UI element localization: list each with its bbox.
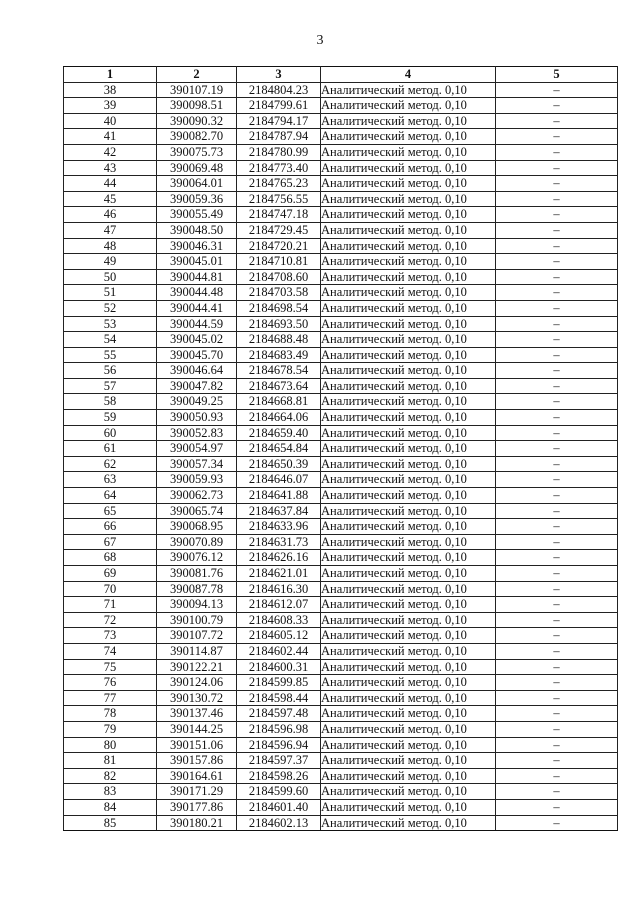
table-row xyxy=(64,191,618,207)
point-number-cell: 80 xyxy=(64,737,157,753)
point-number-cell: 44 xyxy=(64,176,157,192)
point-number-cell: 41 xyxy=(64,129,157,145)
y-coordinate-cell: 2184650.39 xyxy=(237,456,321,472)
method-cell: Аналитический метод. 0,10 xyxy=(321,285,496,301)
coordinates-table xyxy=(63,66,618,831)
table-row xyxy=(64,254,618,270)
method-cell: Аналитический метод. 0,10 xyxy=(321,472,496,488)
column-header-2: 2 xyxy=(157,67,237,83)
point-number-cell: 61 xyxy=(64,441,157,457)
method-cell: Аналитический метод. 0,10 xyxy=(321,425,496,441)
method-cell: Аналитический метод. 0,10 xyxy=(321,378,496,394)
x-coordinate-cell: 390050.93 xyxy=(157,410,237,426)
note-cell: – xyxy=(496,753,618,769)
note-cell: – xyxy=(496,784,618,800)
column-header-4: 4 xyxy=(321,67,496,83)
method-cell: Аналитический метод. 0,10 xyxy=(321,176,496,192)
table-row xyxy=(64,784,618,800)
table-row xyxy=(64,519,618,535)
note-cell: – xyxy=(496,721,618,737)
x-coordinate-cell: 390107.19 xyxy=(157,82,237,98)
table-row xyxy=(64,363,618,379)
method-cell: Аналитический метод. 0,10 xyxy=(321,768,496,784)
point-number-cell: 76 xyxy=(64,675,157,691)
y-coordinate-cell: 2184683.49 xyxy=(237,347,321,363)
table-row xyxy=(64,597,618,613)
table-row xyxy=(64,799,618,815)
method-cell: Аналитический метод. 0,10 xyxy=(321,597,496,613)
table-row xyxy=(64,566,618,582)
table-header-row xyxy=(64,67,618,83)
method-cell: Аналитический метод. 0,10 xyxy=(321,737,496,753)
note-cell: – xyxy=(496,643,618,659)
y-coordinate-cell: 2184633.96 xyxy=(237,519,321,535)
point-number-cell: 70 xyxy=(64,581,157,597)
y-coordinate-cell: 2184664.06 xyxy=(237,410,321,426)
table-row xyxy=(64,472,618,488)
y-coordinate-cell: 2184641.88 xyxy=(237,488,321,504)
y-coordinate-cell: 2184646.07 xyxy=(237,472,321,488)
note-cell: – xyxy=(496,519,618,535)
x-coordinate-cell: 390081.76 xyxy=(157,566,237,582)
method-cell: Аналитический метод. 0,10 xyxy=(321,410,496,426)
table-row xyxy=(64,721,618,737)
x-coordinate-cell: 390137.46 xyxy=(157,706,237,722)
method-cell: Аналитический метод. 0,10 xyxy=(321,113,496,129)
note-cell: – xyxy=(496,254,618,270)
method-cell: Аналитический метод. 0,10 xyxy=(321,254,496,270)
method-cell: Аналитический метод. 0,10 xyxy=(321,690,496,706)
y-coordinate-cell: 2184596.98 xyxy=(237,721,321,737)
note-cell: – xyxy=(496,160,618,176)
note-cell: – xyxy=(496,222,618,238)
note-cell: – xyxy=(496,191,618,207)
table-row xyxy=(64,176,618,192)
point-number-cell: 59 xyxy=(64,410,157,426)
column-header-5: 5 xyxy=(496,67,618,83)
x-coordinate-cell: 390062.73 xyxy=(157,488,237,504)
table-row xyxy=(64,347,618,363)
table-row xyxy=(64,207,618,223)
point-number-cell: 67 xyxy=(64,534,157,550)
table-row xyxy=(64,581,618,597)
table-row xyxy=(64,503,618,519)
x-coordinate-cell: 390098.51 xyxy=(157,98,237,114)
note-cell: – xyxy=(496,581,618,597)
point-number-cell: 52 xyxy=(64,300,157,316)
y-coordinate-cell: 2184598.26 xyxy=(237,768,321,784)
point-number-cell: 48 xyxy=(64,238,157,254)
point-number-cell: 63 xyxy=(64,472,157,488)
table-row xyxy=(64,815,618,831)
x-coordinate-cell: 390057.34 xyxy=(157,456,237,472)
y-coordinate-cell: 2184693.50 xyxy=(237,316,321,332)
table-row xyxy=(64,222,618,238)
y-coordinate-cell: 2184799.61 xyxy=(237,98,321,114)
note-cell: – xyxy=(496,503,618,519)
table-row xyxy=(64,160,618,176)
y-coordinate-cell: 2184720.21 xyxy=(237,238,321,254)
table-row xyxy=(64,768,618,784)
note-cell: – xyxy=(496,456,618,472)
note-cell: – xyxy=(496,394,618,410)
x-coordinate-cell: 390130.72 xyxy=(157,690,237,706)
x-coordinate-cell: 390065.74 xyxy=(157,503,237,519)
point-number-cell: 78 xyxy=(64,706,157,722)
method-cell: Аналитический метод. 0,10 xyxy=(321,316,496,332)
note-cell: – xyxy=(496,82,618,98)
y-coordinate-cell: 2184608.33 xyxy=(237,612,321,628)
table-row xyxy=(64,628,618,644)
y-coordinate-cell: 2184765.23 xyxy=(237,176,321,192)
x-coordinate-cell: 390124.06 xyxy=(157,675,237,691)
y-coordinate-cell: 2184787.94 xyxy=(237,129,321,145)
x-coordinate-cell: 390055.49 xyxy=(157,207,237,223)
x-coordinate-cell: 390047.82 xyxy=(157,378,237,394)
y-coordinate-cell: 2184654.84 xyxy=(237,441,321,457)
x-coordinate-cell: 390059.93 xyxy=(157,472,237,488)
method-cell: Аналитический метод. 0,10 xyxy=(321,191,496,207)
y-coordinate-cell: 2184678.54 xyxy=(237,363,321,379)
point-number-cell: 72 xyxy=(64,612,157,628)
table-row xyxy=(64,129,618,145)
x-coordinate-cell: 390070.89 xyxy=(157,534,237,550)
y-coordinate-cell: 2184729.45 xyxy=(237,222,321,238)
point-number-cell: 64 xyxy=(64,488,157,504)
method-cell: Аналитический метод. 0,10 xyxy=(321,581,496,597)
y-coordinate-cell: 2184600.31 xyxy=(237,659,321,675)
note-cell: – xyxy=(496,706,618,722)
method-cell: Аналитический метод. 0,10 xyxy=(321,160,496,176)
column-header-3: 3 xyxy=(237,67,321,83)
x-coordinate-cell: 390044.48 xyxy=(157,285,237,301)
point-number-cell: 51 xyxy=(64,285,157,301)
y-coordinate-cell: 2184612.07 xyxy=(237,597,321,613)
table-row xyxy=(64,659,618,675)
note-cell: – xyxy=(496,737,618,753)
note-cell: – xyxy=(496,129,618,145)
x-coordinate-cell: 390171.29 xyxy=(157,784,237,800)
point-number-cell: 49 xyxy=(64,254,157,270)
y-coordinate-cell: 2184780.99 xyxy=(237,144,321,160)
x-coordinate-cell: 390100.79 xyxy=(157,612,237,628)
method-cell: Аналитический метод. 0,10 xyxy=(321,332,496,348)
x-coordinate-cell: 390087.78 xyxy=(157,581,237,597)
table-row xyxy=(64,113,618,129)
method-cell: Аналитический метод. 0,10 xyxy=(321,363,496,379)
y-coordinate-cell: 2184626.16 xyxy=(237,550,321,566)
table-row xyxy=(64,690,618,706)
y-coordinate-cell: 2184703.58 xyxy=(237,285,321,301)
table-row xyxy=(64,238,618,254)
method-cell: Аналитический метод. 0,10 xyxy=(321,550,496,566)
note-cell: – xyxy=(496,815,618,831)
y-coordinate-cell: 2184596.94 xyxy=(237,737,321,753)
x-coordinate-cell: 390044.81 xyxy=(157,269,237,285)
table-row xyxy=(64,706,618,722)
point-number-cell: 75 xyxy=(64,659,157,675)
table-row xyxy=(64,98,618,114)
table-row xyxy=(64,612,618,628)
method-cell: Аналитический метод. 0,10 xyxy=(321,144,496,160)
note-cell: – xyxy=(496,612,618,628)
note-cell: – xyxy=(496,488,618,504)
point-number-cell: 69 xyxy=(64,566,157,582)
y-coordinate-cell: 2184688.48 xyxy=(237,332,321,348)
y-coordinate-cell: 2184631.73 xyxy=(237,534,321,550)
point-number-cell: 73 xyxy=(64,628,157,644)
note-cell: – xyxy=(496,550,618,566)
point-number-cell: 40 xyxy=(64,113,157,129)
y-coordinate-cell: 2184747.18 xyxy=(237,207,321,223)
point-number-cell: 65 xyxy=(64,503,157,519)
note-cell: – xyxy=(496,316,618,332)
x-coordinate-cell: 390048.50 xyxy=(157,222,237,238)
x-coordinate-cell: 390049.25 xyxy=(157,394,237,410)
point-number-cell: 50 xyxy=(64,269,157,285)
point-number-cell: 43 xyxy=(64,160,157,176)
y-coordinate-cell: 2184598.44 xyxy=(237,690,321,706)
method-cell: Аналитический метод. 0,10 xyxy=(321,721,496,737)
note-cell: – xyxy=(496,378,618,394)
column-header-1: 1 xyxy=(64,67,157,83)
method-cell: Аналитический метод. 0,10 xyxy=(321,675,496,691)
point-number-cell: 57 xyxy=(64,378,157,394)
x-coordinate-cell: 390069.48 xyxy=(157,160,237,176)
method-cell: Аналитический метод. 0,10 xyxy=(321,488,496,504)
method-cell: Аналитический метод. 0,10 xyxy=(321,207,496,223)
page-number: 3 xyxy=(316,33,324,48)
note-cell: – xyxy=(496,472,618,488)
point-number-cell: 82 xyxy=(64,768,157,784)
table-row xyxy=(64,456,618,472)
table-row xyxy=(64,144,618,160)
method-cell: Аналитический метод. 0,10 xyxy=(321,706,496,722)
y-coordinate-cell: 2184637.84 xyxy=(237,503,321,519)
note-cell: – xyxy=(496,566,618,582)
table-row xyxy=(64,675,618,691)
note-cell: – xyxy=(496,144,618,160)
point-number-cell: 46 xyxy=(64,207,157,223)
method-cell: Аналитический метод. 0,10 xyxy=(321,300,496,316)
y-coordinate-cell: 2184616.30 xyxy=(237,581,321,597)
note-cell: – xyxy=(496,534,618,550)
point-number-cell: 68 xyxy=(64,550,157,566)
point-number-cell: 58 xyxy=(64,394,157,410)
y-coordinate-cell: 2184698.54 xyxy=(237,300,321,316)
y-coordinate-cell: 2184756.55 xyxy=(237,191,321,207)
x-coordinate-cell: 390076.12 xyxy=(157,550,237,566)
note-cell: – xyxy=(496,425,618,441)
y-coordinate-cell: 2184659.40 xyxy=(237,425,321,441)
table-row xyxy=(64,534,618,550)
method-cell: Аналитический метод. 0,10 xyxy=(321,643,496,659)
note-cell: – xyxy=(496,207,618,223)
table-row xyxy=(64,410,618,426)
method-cell: Аналитический метод. 0,10 xyxy=(321,129,496,145)
method-cell: Аналитический метод. 0,10 xyxy=(321,269,496,285)
note-cell: – xyxy=(496,332,618,348)
method-cell: Аналитический метод. 0,10 xyxy=(321,82,496,98)
x-coordinate-cell: 390094.13 xyxy=(157,597,237,613)
note-cell: – xyxy=(496,597,618,613)
point-number-cell: 42 xyxy=(64,144,157,160)
x-coordinate-cell: 390177.86 xyxy=(157,799,237,815)
note-cell: – xyxy=(496,690,618,706)
y-coordinate-cell: 2184602.44 xyxy=(237,643,321,659)
point-number-cell: 55 xyxy=(64,347,157,363)
x-coordinate-cell: 390045.02 xyxy=(157,332,237,348)
point-number-cell: 83 xyxy=(64,784,157,800)
x-coordinate-cell: 390164.61 xyxy=(157,768,237,784)
x-coordinate-cell: 390090.32 xyxy=(157,113,237,129)
x-coordinate-cell: 390045.01 xyxy=(157,254,237,270)
x-coordinate-cell: 390045.70 xyxy=(157,347,237,363)
table-row xyxy=(64,300,618,316)
method-cell: Аналитический метод. 0,10 xyxy=(321,753,496,769)
note-cell: – xyxy=(496,113,618,129)
note-cell: – xyxy=(496,300,618,316)
note-cell: – xyxy=(496,659,618,675)
note-cell: – xyxy=(496,176,618,192)
table-row xyxy=(64,285,618,301)
y-coordinate-cell: 2184794.17 xyxy=(237,113,321,129)
method-cell: Аналитический метод. 0,10 xyxy=(321,612,496,628)
x-coordinate-cell: 390151.06 xyxy=(157,737,237,753)
point-number-cell: 47 xyxy=(64,222,157,238)
y-coordinate-cell: 2184601.40 xyxy=(237,799,321,815)
table-row xyxy=(64,82,618,98)
x-coordinate-cell: 390059.36 xyxy=(157,191,237,207)
note-cell: – xyxy=(496,441,618,457)
point-number-cell: 53 xyxy=(64,316,157,332)
x-coordinate-cell: 390052.83 xyxy=(157,425,237,441)
table-row xyxy=(64,378,618,394)
method-cell: Аналитический метод. 0,10 xyxy=(321,659,496,675)
method-cell: Аналитический метод. 0,10 xyxy=(321,98,496,114)
point-number-cell: 79 xyxy=(64,721,157,737)
y-coordinate-cell: 2184621.01 xyxy=(237,566,321,582)
table-row xyxy=(64,488,618,504)
method-cell: Аналитический метод. 0,10 xyxy=(321,441,496,457)
x-coordinate-cell: 390054.97 xyxy=(157,441,237,457)
method-cell: Аналитический метод. 0,10 xyxy=(321,534,496,550)
method-cell: Аналитический метод. 0,10 xyxy=(321,503,496,519)
table-row xyxy=(64,550,618,566)
y-coordinate-cell: 2184668.81 xyxy=(237,394,321,410)
method-cell: Аналитический метод. 0,10 xyxy=(321,566,496,582)
x-coordinate-cell: 390044.59 xyxy=(157,316,237,332)
point-number-cell: 71 xyxy=(64,597,157,613)
note-cell: – xyxy=(496,347,618,363)
note-cell: – xyxy=(496,768,618,784)
x-coordinate-cell: 390114.87 xyxy=(157,643,237,659)
point-number-cell: 45 xyxy=(64,191,157,207)
note-cell: – xyxy=(496,98,618,114)
x-coordinate-cell: 390107.72 xyxy=(157,628,237,644)
y-coordinate-cell: 2184597.37 xyxy=(237,753,321,769)
method-cell: Аналитический метод. 0,10 xyxy=(321,394,496,410)
y-coordinate-cell: 2184599.60 xyxy=(237,784,321,800)
method-cell: Аналитический метод. 0,10 xyxy=(321,519,496,535)
table-row xyxy=(64,269,618,285)
x-coordinate-cell: 390082.70 xyxy=(157,129,237,145)
table-row xyxy=(64,425,618,441)
point-number-cell: 62 xyxy=(64,456,157,472)
method-cell: Аналитический метод. 0,10 xyxy=(321,628,496,644)
table-row xyxy=(64,737,618,753)
note-cell: – xyxy=(496,238,618,254)
x-coordinate-cell: 390157.86 xyxy=(157,753,237,769)
note-cell: – xyxy=(496,675,618,691)
point-number-cell: 66 xyxy=(64,519,157,535)
method-cell: Аналитический метод. 0,10 xyxy=(321,799,496,815)
method-cell: Аналитический метод. 0,10 xyxy=(321,784,496,800)
method-cell: Аналитический метод. 0,10 xyxy=(321,238,496,254)
y-coordinate-cell: 2184673.64 xyxy=(237,378,321,394)
point-number-cell: 38 xyxy=(64,82,157,98)
method-cell: Аналитический метод. 0,10 xyxy=(321,815,496,831)
method-cell: Аналитический метод. 0,10 xyxy=(321,347,496,363)
table-row xyxy=(64,441,618,457)
point-number-cell: 77 xyxy=(64,690,157,706)
table-row xyxy=(64,643,618,659)
point-number-cell: 39 xyxy=(64,98,157,114)
note-cell: – xyxy=(496,799,618,815)
x-coordinate-cell: 390122.21 xyxy=(157,659,237,675)
x-coordinate-cell: 390075.73 xyxy=(157,144,237,160)
y-coordinate-cell: 2184804.23 xyxy=(237,82,321,98)
table-row xyxy=(64,394,618,410)
y-coordinate-cell: 2184597.48 xyxy=(237,706,321,722)
y-coordinate-cell: 2184708.60 xyxy=(237,269,321,285)
note-cell: – xyxy=(496,410,618,426)
table-row xyxy=(64,332,618,348)
method-cell: Аналитический метод. 0,10 xyxy=(321,222,496,238)
x-coordinate-cell: 390064.01 xyxy=(157,176,237,192)
point-number-cell: 60 xyxy=(64,425,157,441)
x-coordinate-cell: 390180.21 xyxy=(157,815,237,831)
y-coordinate-cell: 2184773.40 xyxy=(237,160,321,176)
point-number-cell: 54 xyxy=(64,332,157,348)
x-coordinate-cell: 390144.25 xyxy=(157,721,237,737)
table-body xyxy=(64,82,618,831)
point-number-cell: 74 xyxy=(64,643,157,659)
x-coordinate-cell: 390046.31 xyxy=(157,238,237,254)
point-number-cell: 56 xyxy=(64,363,157,379)
method-cell: Аналитический метод. 0,10 xyxy=(321,456,496,472)
x-coordinate-cell: 390044.41 xyxy=(157,300,237,316)
point-number-cell: 84 xyxy=(64,799,157,815)
y-coordinate-cell: 2184599.85 xyxy=(237,675,321,691)
y-coordinate-cell: 2184602.13 xyxy=(237,815,321,831)
note-cell: – xyxy=(496,285,618,301)
y-coordinate-cell: 2184710.81 xyxy=(237,254,321,270)
x-coordinate-cell: 390068.95 xyxy=(157,519,237,535)
table-row xyxy=(64,316,618,332)
x-coordinate-cell: 390046.64 xyxy=(157,363,237,379)
note-cell: – xyxy=(496,363,618,379)
point-number-cell: 85 xyxy=(64,815,157,831)
note-cell: – xyxy=(496,628,618,644)
note-cell: – xyxy=(496,269,618,285)
y-coordinate-cell: 2184605.12 xyxy=(237,628,321,644)
point-number-cell: 81 xyxy=(64,753,157,769)
table-row xyxy=(64,753,618,769)
